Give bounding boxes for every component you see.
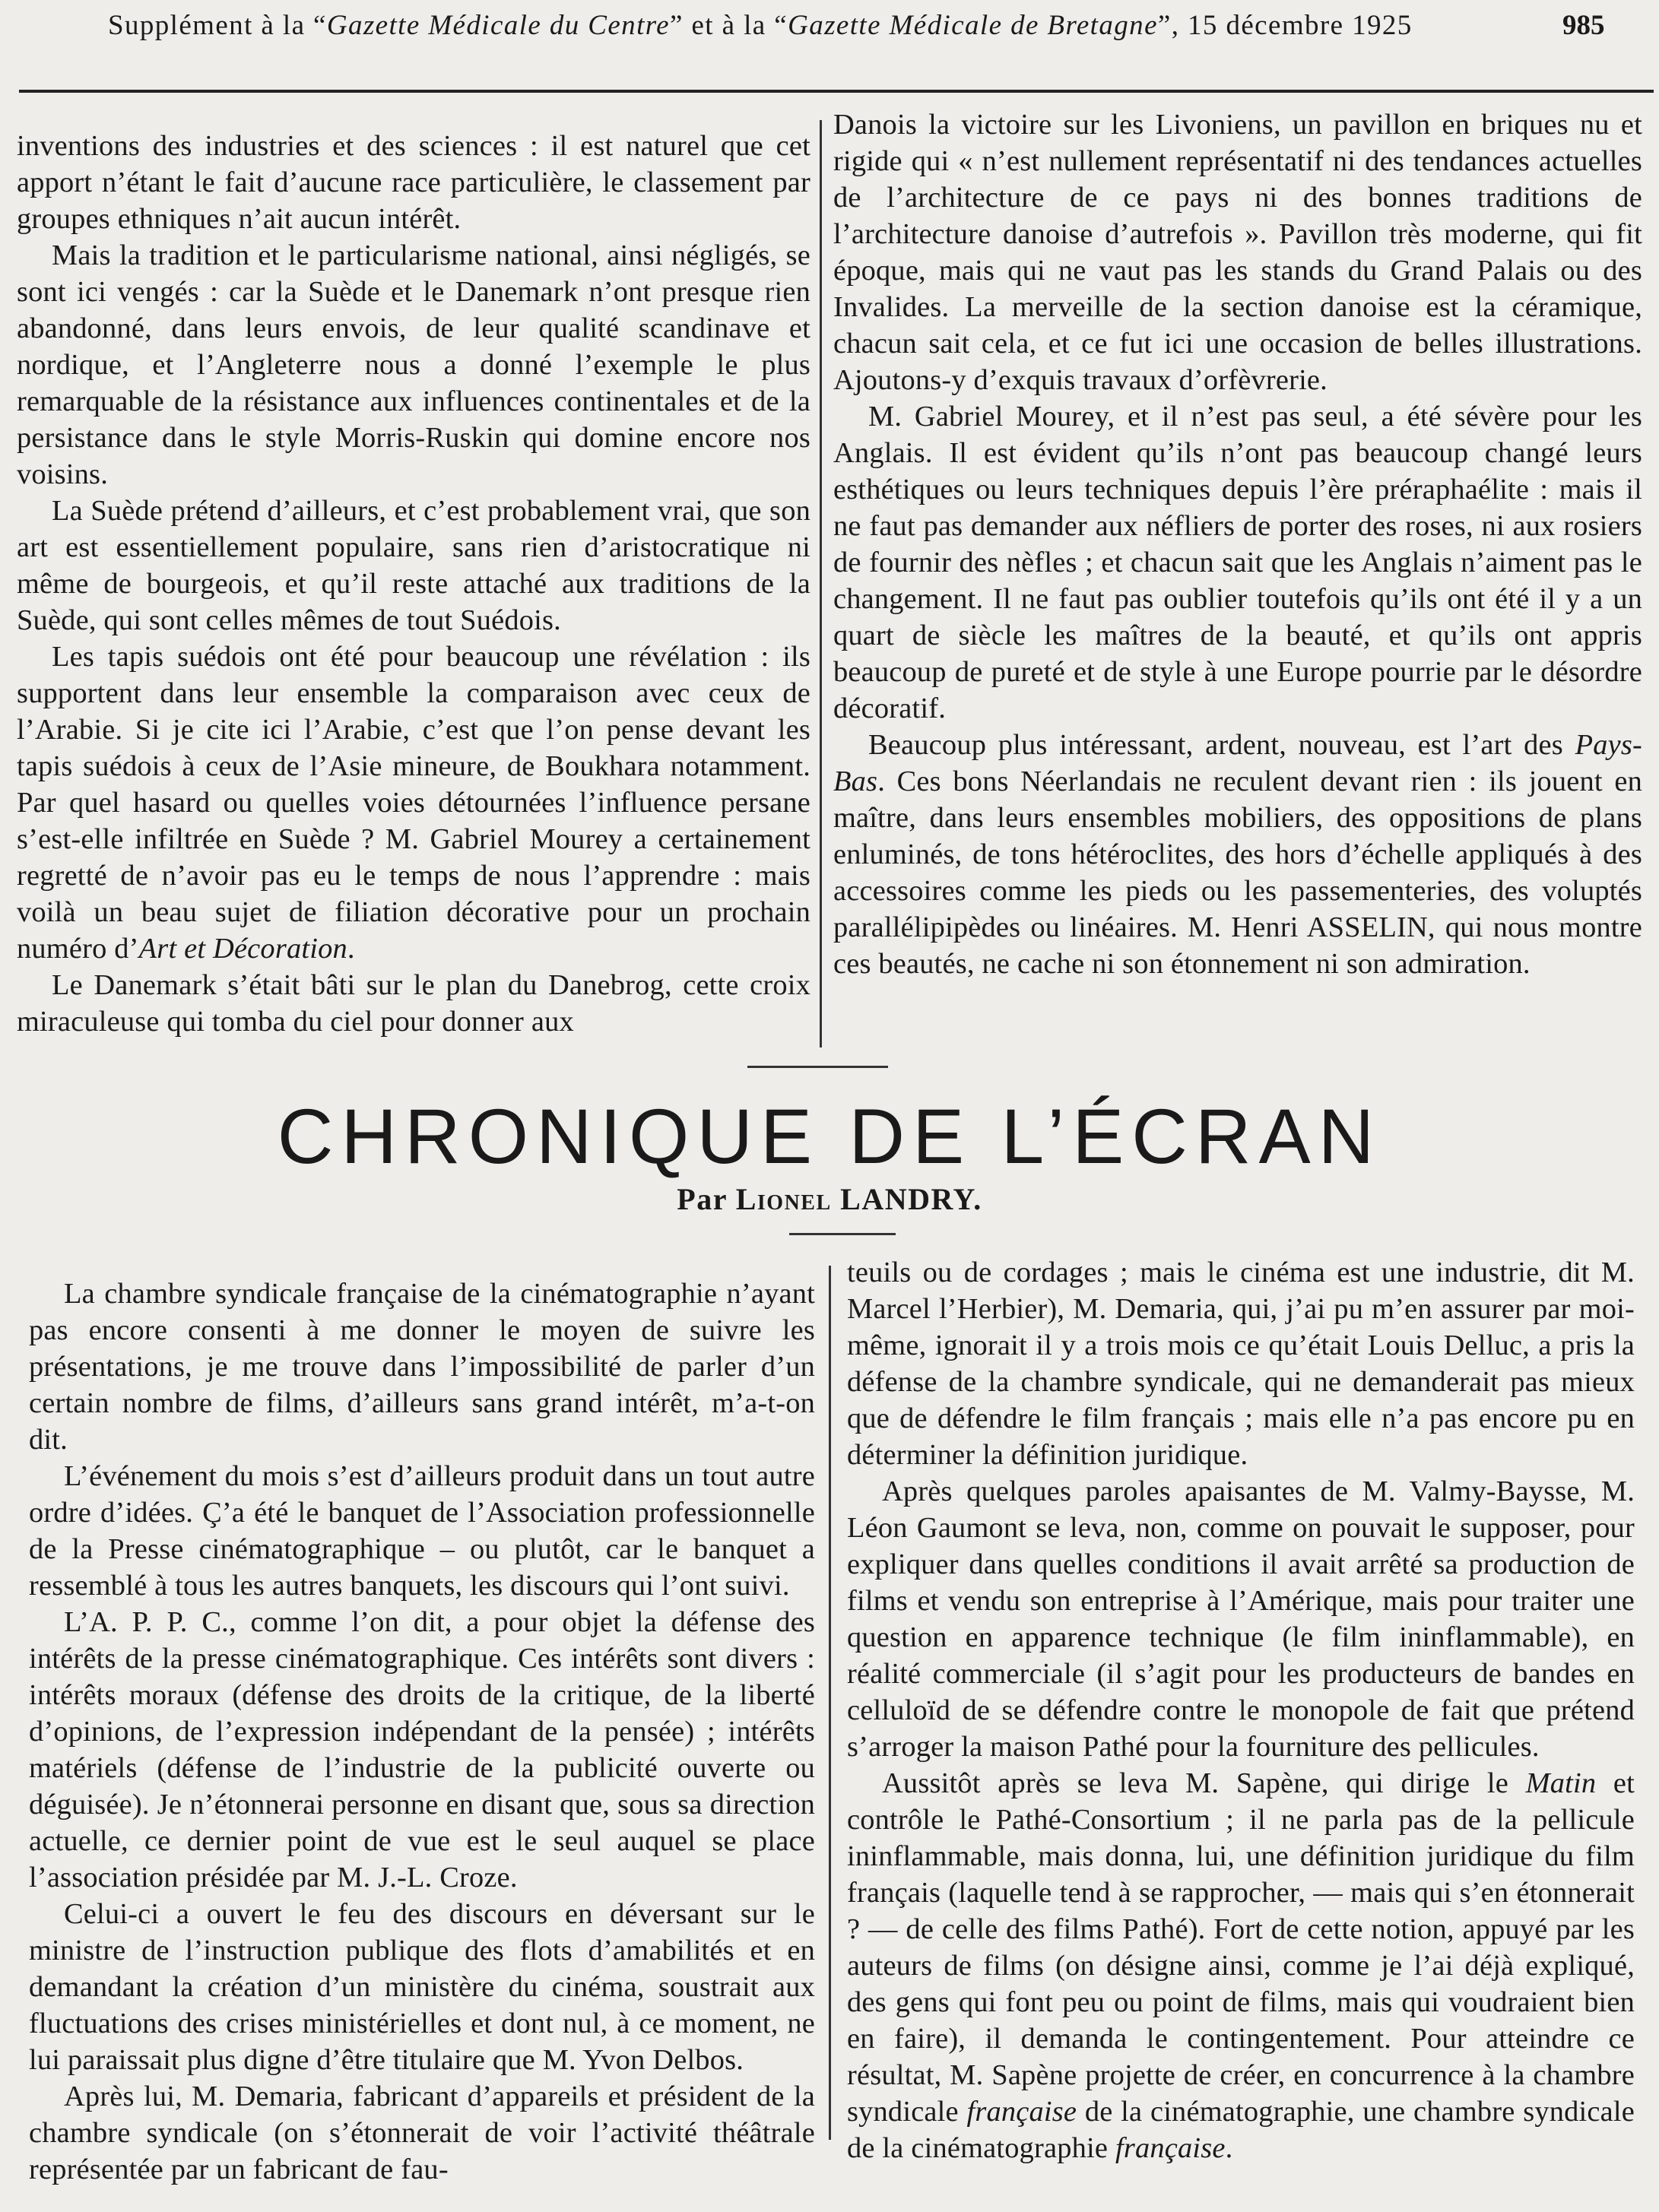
paragraph: Mais la tradition et le particularisme national, ainsi négligés, se sont ici vengés : car la Suède et le Danemark n’ont presque rien abandonné, dans leurs envois, de leur qualité scandinave et nordique, et l’Angleterre nous a donné l’exemple le plus remarquable de la résistance aux influences continentales et de la persistance dans le style Morris-Ruskin qui domine encore nos voisins. <box>17 239 810 490</box>
author-last-name: LANDRY. <box>840 1182 982 1216</box>
journal-title-bretagne: Gazette Médicale de Bretagne <box>788 10 1158 41</box>
byline: Par Lionel LANDRY. <box>677 1182 982 1216</box>
paragraph: Beaucoup plus intéressant, ardent, nouveau, est l’art des Pays-Bas. Ces bons Néerlandais ne reculent devant rien : ils jouent en maître, dans leurs ensembles mobiliers, des oppositions de plans enluminés, de tons hétéroclites, des hors d’échelle appliqués à des accessoires comme les pieds ou les passementeries, des voluptés parallélipipèdes ou linéaires. M. Henri ASSELIN, qui nous montre ces beautés, ne cache ni son étonnement ni son admiration. <box>833 729 1642 980</box>
running-head <box>0 0 1659 91</box>
lower-right-column <box>847 1254 1635 2166</box>
head-prefix: Supplément à la “ <box>108 10 327 41</box>
paragraph: Après quelques paroles apaisantes de M. Valmy-Baysse, M. Léon Gaumont se leva, non, comme on pouvait le supposer, pour expliquer dans quelles conditions il avait arrêté sa production de films et vendu son entreprise à l’Amérique, mais pour traiter une question en apparence technique (le film ininflammable), en réalité commerciale (il s’agit pour les producteurs de bandes en celluloïd de se défendre contre le monopole de fait que prétend s’arroger la maison Pathé pour la fourniture des pellicules. <box>847 1475 1635 1763</box>
header-rule <box>19 90 1654 93</box>
paragraph: La Suède prétend d’ailleurs, et c’est probablement vrai, que son art est essentiellement populaire, sans rien d’aristocratique ni même de bourgeois, et qu’il reste attaché aux traditions de la Suède, qui sont celles mêmes de tout Suédois. <box>17 495 810 636</box>
paragraph: Après lui, M. Demaria, fabricant d’appareils et président de la chambre syndicale (on s’étonnerait de voir l’activité théâtrale représentée par un fabricant de fau- <box>29 2080 815 2185</box>
journal-title-centre: Gazette Médicale du Centre <box>326 10 671 41</box>
lower-left-column <box>29 1276 815 2188</box>
running-head-text <box>108 9 1522 42</box>
head-date: ”, 15 décembre 1925 <box>1157 10 1413 41</box>
page-number: 985 <box>1562 10 1605 41</box>
country-name: Pays-Bas <box>833 729 1642 797</box>
head-middle: ” et à la “ <box>670 10 788 41</box>
lower-column-rule <box>829 1266 831 2140</box>
paragraph: Aussitôt après se leva M. Sapène, qui dirige le Matin et contrôle le Pathé-Consortium ; il ne parla pas de la pellicule ininflammable, mais donna, lui, une définition juridique du film français (laquelle tend à se rapprocher, — mais qui s’en étonnerait ? — de celle des films Pathé). Fort de cette notion, appuyé par les auteurs de films (on désigne ainsi, comme je l’ai déjà expliqué, des gens qui font peu ou point de films, mais qui voudraient bien en faire), il demanda le contingentement. Pour atteindre ce résultat, M. Sapène projette de créer, en concurrence à la chambre syndicale française de la cinématographie, une chambre syndicale de la cinématographie française. <box>847 1767 1635 2164</box>
upper-column-rule <box>820 120 822 1047</box>
section-divider <box>747 1066 888 1068</box>
byline-underline <box>789 1233 896 1235</box>
upper-left-column <box>17 128 810 1040</box>
paragraph: L’événement du mois s’est d’ailleurs produit dans un tout autre ordre d’idées. Ç’a été le banquet de l’Association professionnelle de la Presse cinématographique – ou plutôt, car le banquet a ressemblé à tous les autres banquets, les discours qui l’ont suivi. <box>29 1460 815 1602</box>
paragraph: teuils ou de cordages ; mais le cinéma est une industrie, dit M. Marcel l’Herbier), M. Demaria, qui, j’ai pu m’en assurer par moi-même, ignorait il y a trois mois ce qu’était Louis Delluc, a pris la défense de la chambre syndicale, qui ne demanderait pas mieux que de défendre le film français ; mais elle n’a pas encore pu en déterminer la définition juridique. <box>847 1257 1635 1471</box>
magazine-title: Art et Décoration <box>138 933 347 965</box>
paragraph: La chambre syndicale française de la cinématographie n’ayant pas encore consenti à me donner le moyen de suivre les présentations, je me trouve dans l’impossibilité de parler d’un certain nombre de films, d’ailleurs sans grand intérêt, m’a-t-on dit. <box>29 1278 815 1456</box>
paragraph: M. Gabriel Mourey, et il n’est pas seul, a été sévère pour les Anglais. Il est évident qu’ils n’ont pas beaucoup changé leurs esthétiques ou leurs techniques depuis l’ère préraphaélite : mais il ne faut pas demander aux néfliers de porter des roses, ni aux rosiers de fournir des nèfles ; et chacun sait que les Anglais n’aiment pas le changement. Il ne faut pas oublier toutefois qu’ils ont été il y a un quart de siècle les maîtres de la beauté, et qu’ils ont appris beaucoup de pureté et de style à une Europe pourrie par le désordre décoratif. <box>833 401 1642 724</box>
paragraph: Le Danemark s’était bâti sur le plan du Danebrog, cette croix miraculeuse qui tomba du ciel pour donner aux <box>17 969 810 1038</box>
newspaper-name: Matin <box>1525 1767 1597 1799</box>
paragraph: L’A. P. P. C., comme l’on dit, a pour objet la défense des intérêts de la presse cinématographique. Ces intérêts sont divers : intérêts moraux (défense des droits de la critique, de la liberté d’opinions, de l’expression indépendant de la pensée) ; intérêts matériels (défense de l’industrie de la publicité ouverte ou déguisée). Je n’étonnerai personne en disant que, sous sa direction actuelle, ce dernier point de vue est le seul auquel se place l’association présidée par M. J.-L. Croze. <box>29 1606 815 1894</box>
author-first-name: Lionel <box>735 1182 832 1216</box>
paragraph: inventions des industries et des sciences : il est naturel que cet apport n’étant le fait d’aucune race particulière, le classement par groupes ethniques n’ait aucun intérêt. <box>17 130 810 235</box>
upper-right-column <box>833 106 1642 982</box>
paragraph: Danois la victoire sur les Livoniens, un pavillon en briques nu et rigide qui « n’est nullement représentatif ni des tendances actuelles de l’architecture de ce pays ni des bonnes traditions de l’architecture danoise d’autrefois ». Pavillon très moderne, qui fit époque, mais qui ne vaut pas les stands du Grand Palais ou des Invalides. La merveille de la section danoise est la céramique, chacun sait cela, et ce fut ici une occasion de belles illustrations. Ajoutons-y d’exquis travaux d’orfèvrerie. <box>833 109 1642 396</box>
paragraph: Celui-ci a ouvert le feu des discours en déversant sur le ministre de l’instruction publique des flots d’amabilités et en demandant la création d’un ministère du cinéma, soustrait aux fluctuations des crises ministérielles et dont nul, à ce moment, ne lui paraissait plus digne d’être titulaire que M. Yvon Delbos. <box>29 1898 815 2076</box>
paragraph: Les tapis suédois ont été pour beaucoup une révélation : ils supportent dans leur ensemble la comparaison avec ceux de l’Arabie. Si je cite ici l’Arabie, c’est que l’on pense devant les tapis suédois à ceux de l’Asie mineure, de Boukhara notamment. Par quel hasard ou quelles voies détournées l’influence persane s’est-elle infiltrée en Suède ? M. Gabriel Mourey a certainement regretté de n’avoir pas eu le temps de nous l’apprendre : mais voilà un beau sujet de filiation décorative pour un prochain numéro d’Art et Décoration. <box>17 641 810 965</box>
chronicle-title: CHRONIQUE DE L’ÉCRAN <box>277 1093 1382 1180</box>
